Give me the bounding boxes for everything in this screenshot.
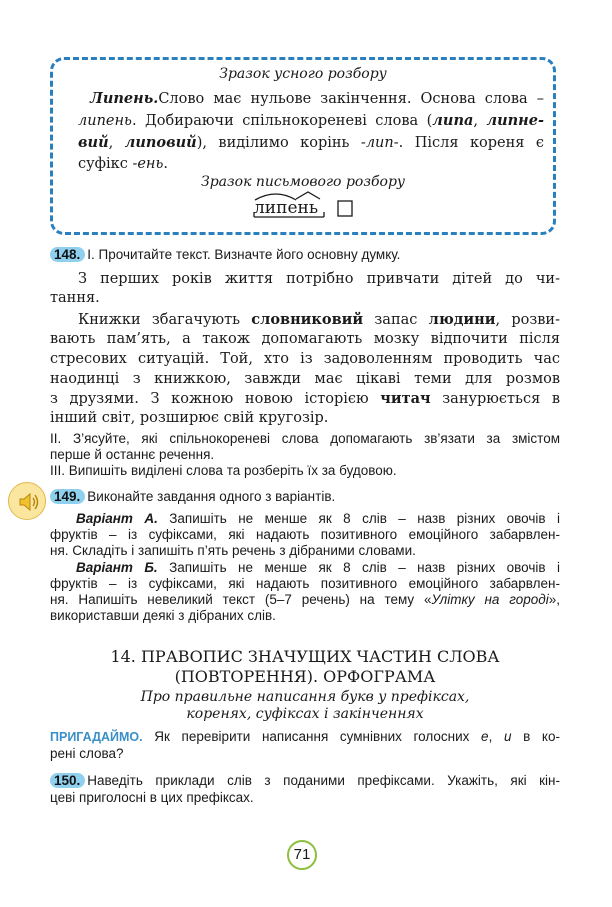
task-148-number: 148. (50, 247, 85, 262)
morpheme-marks (252, 188, 342, 218)
text-run: Запишіть не менше як 8 слів – назв різних овочів і (157, 560, 560, 575)
text-run: вають пам’ять, а також допомагають мозку відпочити після (50, 331, 560, 347)
task-149-number: 149. (50, 489, 85, 504)
text-run: липне- (486, 112, 544, 129)
text-run: наодинці з книжкою, завжди має цікаві теми для розмов (50, 371, 560, 387)
task-148-text-line (50, 390, 560, 407)
task-150-number: 150. (50, 773, 85, 788)
text-run: , розви- (495, 312, 560, 328)
suffix-mark (296, 192, 320, 199)
remember-text: Як перевірити написання сумнівних голосних (142, 729, 482, 744)
task-148-instruction-text: І. Прочитайте текст. Визначте його основну думку. (87, 247, 401, 262)
task-148-subtask-line: перше й останнє речення. (50, 447, 215, 462)
text-run: з друзями. З кожною новою історією (50, 391, 381, 407)
text-run: ), виділимо корінь (196, 135, 361, 151)
section-title-line-2: (ПОВТОРЕННЯ). ОРФОГРАМА (174, 667, 436, 686)
text-run: липа (432, 112, 474, 129)
oral-sample-title: Зразок усного розбору (219, 66, 387, 82)
remember-line-2: рені слова? (50, 746, 124, 761)
written-sample-title: Зразок письмового розбору (200, 174, 406, 190)
remember-comma: , (488, 729, 504, 744)
text-run: . (163, 156, 168, 172)
variant-a-line (50, 527, 560, 542)
task-148-text-line (50, 290, 560, 306)
text-run: Запишіть не менше як 8 слів – назв різних овочів і (157, 511, 560, 526)
remember-vowel-y: и (503, 729, 512, 744)
oral-sample-line (78, 134, 544, 151)
text-run: суфікс (78, 156, 133, 172)
variant-b-line (50, 592, 560, 607)
text-run: », (548, 592, 560, 607)
task-150-line-2: цеві приголосні в цих префіксах. (50, 790, 254, 805)
task-148-text-line (50, 311, 560, 328)
text-run: вий (78, 134, 109, 151)
task-148-subtask-line: ІІ. З’ясуйте, які спільнокореневі слова допомагають зв’язати за змістом (50, 431, 560, 446)
remember-text-end: в ко- (511, 729, 560, 744)
task-148-instruction (50, 247, 400, 262)
text-run: . Добираючи спільнокореневі слова ( (131, 113, 433, 129)
text-run: , (473, 113, 487, 129)
task-150-line-1 (50, 773, 560, 788)
text-run: ня. Складіть і запишіть п’ять речень з дібраними словами. (50, 543, 416, 558)
text-run: Слово має нульове закінчення. Основа слова – (158, 91, 544, 107)
task-148-text-line (50, 410, 560, 426)
task-150-text: Наведіть приклади слів з поданими префіксами. Укажіть, які кін- (87, 773, 560, 788)
text-run: інший світ, розширює свій кругозір. (50, 410, 329, 426)
text-run: Липень. (90, 90, 159, 107)
section-subtitle-line-2: коренях, суфіксах і закінченнях (186, 706, 424, 722)
text-run: , (108, 135, 125, 151)
text-run: занурюється в (430, 391, 561, 407)
remember-label: ПРИГАДАЙМО. (50, 730, 143, 744)
text-run: ня. Напишіть невеликий текст (5–7 речень) на тему « (50, 592, 432, 607)
variant-b-line (76, 560, 560, 575)
text-run: використавши деякі з дібраних слів. (50, 608, 276, 623)
task-148-text-line (50, 351, 560, 367)
root-arc-mark (255, 194, 296, 200)
text-run: читач (380, 390, 431, 407)
task-148-text-line (50, 271, 560, 287)
variant-b-label: Варіант Б. (76, 560, 158, 575)
text-run: фруктів – із суфіксами, які надають позитивного емоційного забарвлен- (50, 576, 560, 591)
topic-title: Улітку на городі (431, 592, 549, 607)
text-run: -лип- (360, 135, 399, 151)
text-run: стресових ситуацій. Той, хто із задоволенням проводить час (50, 351, 560, 367)
text-run: -ень (132, 156, 164, 172)
remember-line-1 (50, 729, 560, 744)
variant-b-line (50, 576, 560, 591)
text-run: липень (78, 113, 132, 129)
section-subtitle-line-1: Про правильне написання букв у префіксах, (140, 689, 470, 705)
task-149-instruction-text: Виконайте завдання одного з варіантів. (87, 489, 336, 504)
task-148-subtask-line: ІІІ. Випишіть виділені слова та розберіть їх за будовою. (50, 463, 397, 478)
task-148-text-line (50, 331, 560, 347)
oral-sample-line (78, 156, 544, 172)
variant-a-line (50, 543, 416, 558)
text-run: фруктів – із суфіксами, які надають позитивного емоційного забарвлен- (50, 527, 560, 542)
variant-a-line (76, 511, 560, 526)
page-number: 71 (287, 840, 317, 870)
text-run: людини (428, 311, 496, 328)
written-word-text: липень (254, 198, 319, 218)
text-run: З перших років життя потрібно привчати дітей до чи- (78, 271, 560, 287)
text-run: запас (363, 312, 429, 328)
text-run: словниковий (251, 311, 364, 328)
text-run: тання. (50, 290, 100, 306)
variant-a-label: Варіант А. (76, 511, 158, 526)
audio-speaker-icon[interactable] (8, 482, 46, 520)
text-run: . Після кореня є (398, 135, 545, 151)
remember-vowel-e: е (481, 729, 489, 744)
task-149-instruction (50, 489, 335, 504)
text-run: Книжки збагачують (78, 312, 252, 328)
oral-sample-line (78, 112, 544, 129)
oral-sample-line (78, 90, 544, 107)
task-148-text-line (50, 371, 560, 387)
section-title-line-1: 14. ПРАВОПИС ЗНАЧУЩИХ ЧАСТИН СЛОВА (110, 647, 500, 666)
written-sample-word (254, 198, 318, 218)
variant-b-line (50, 608, 276, 623)
text-run: липовий (124, 134, 197, 151)
